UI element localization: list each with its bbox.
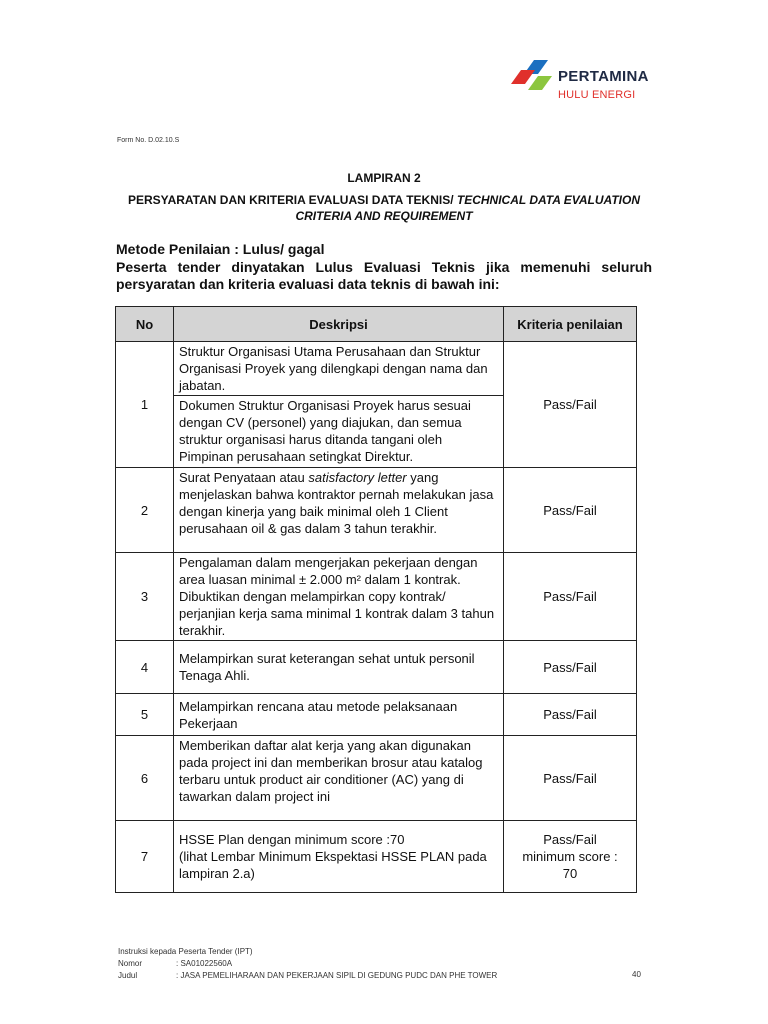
row-criteria: Pass/Fail [504, 342, 637, 468]
row-description: Melampirkan rencana atau metode pelaksanaan Pekerjaan [174, 694, 504, 736]
logo-brand: PERTAMINA [558, 68, 649, 85]
footer-judul-value: : JASA PEMELIHARAAN DAN PEKERJAAN SIPIL DI GEDUNG PUDC DAN PHE TOWER [176, 971, 498, 980]
table-row [116, 553, 637, 641]
row-number: 7 [116, 821, 174, 893]
row-description-line: HSSE Plan dengan minimum score :70 [179, 832, 405, 847]
table-row [116, 468, 637, 553]
row-description: Dokumen Struktur Organisasi Proyek harus sesuai dengan CV (personel) yang diajukan, dan semua struktur organisasi harus ditanda tangani oleh Pimpinan perusahaan setingkat Direktur. [174, 396, 504, 468]
document-title [115, 192, 653, 224]
row-description: Memberikan daftar alat kerja yang akan digunakan pada project ini dan memberikan brosur atau katalog terbaru untuk product air conditioner (AC) yang di tawarkan dalam project ini [174, 736, 504, 821]
table-row [116, 736, 637, 821]
footer-nomor [118, 958, 497, 970]
pertamina-emblem-icon [508, 56, 554, 96]
row-description-line: (lihat Lembar Minimum Ekspektasi HSSE PLAN pada lampiran 2.a) [179, 849, 487, 881]
row-description-text: yang menjelaskan bahwa kontraktor pernah melakukan jasa dengan kinerja yang baik minimal oleh 1 Client perusahaan oil & gas dalam 3 tahun terakhir. [179, 470, 494, 536]
footer-line: Instruksi kepada Peserta Tender (IPT) [118, 947, 253, 956]
row-description-italic: satisfactory letter [308, 470, 407, 485]
row-number: 6 [116, 736, 174, 821]
table-header-row [116, 307, 637, 342]
row-criteria: Pass/Fail [504, 736, 637, 821]
title-plain: PERSYARATAN DAN KRITERIA EVALUASI DATA TEKNIS/ [127, 193, 457, 207]
table-row [116, 641, 637, 694]
page-footer [118, 946, 497, 982]
row-description: Melampirkan surat keterangan sehat untuk personil Tenaga Ahli. [174, 641, 504, 694]
row-description: Pengalaman dalam mengerjakan pekerjaan dengan area luasan minimal ± 2.000 m² dalam 1 kontrak. Dibuktikan dengan melampirkan copy kontrak/ perjanjian kerja sama minimal 1 kontrak dalam 3 tahun terakhir. [174, 553, 504, 641]
table-row [116, 342, 637, 396]
page-number: 40 [632, 970, 641, 979]
criteria-line: Pass/Fail [543, 832, 597, 847]
footer-judul-label: Judul [118, 971, 138, 980]
row-criteria: Pass/Fail [504, 468, 637, 553]
logo-subtitle: HULU ENERGI [558, 89, 636, 101]
metode-penilaian: Metode Penilaian : Lulus/ gagal [116, 241, 325, 257]
row-description: Struktur Organisasi Utama Perusahaan dan Struktur Organisasi Proyek yang dilengkapi dengan nama dan jabatan. [174, 342, 504, 396]
criteria-line: 70 [562, 866, 578, 881]
row-criteria [504, 821, 637, 893]
row-criteria: Pass/Fail [504, 694, 637, 736]
pertamina-logo [508, 56, 658, 106]
table-row [116, 694, 637, 736]
row-number: 3 [116, 553, 174, 641]
footer-nomor-label: Nomor [118, 959, 143, 968]
footer-judul [118, 970, 497, 982]
form-number: Form No. D.02.10.S [117, 137, 180, 144]
row-number: 1 [116, 342, 174, 468]
row-description [174, 821, 504, 893]
header-no: No [116, 307, 174, 342]
footer-nomor-value: : SA01022560A [176, 959, 233, 968]
row-description [174, 468, 504, 553]
row-criteria: Pass/Fail [504, 641, 637, 694]
criteria-table [115, 306, 637, 893]
criteria-line: minimum score : [522, 849, 618, 864]
row-number: 4 [116, 641, 174, 694]
lampiran-heading: LAMPIRAN 2 [347, 171, 421, 185]
row-description-text: Surat Penyataan atau [179, 470, 309, 485]
peserta-statement: Peserta tender dinyatakan Lulus Evaluasi Teknis jika memenuhi seluruh persyaratan dan kriteria evaluasi data teknis di bawah ini: [116, 259, 652, 292]
row-number: 2 [116, 468, 174, 553]
table-row [116, 821, 637, 893]
row-number: 5 [116, 694, 174, 736]
header-kriteria: Kriteria penilaian [504, 307, 637, 342]
header-deskripsi: Deskripsi [174, 307, 504, 342]
row-criteria: Pass/Fail [504, 553, 637, 641]
title-italic: TECHNICAL DATA EVALUATION CRITERIA AND REQUIREMENT [295, 193, 640, 223]
